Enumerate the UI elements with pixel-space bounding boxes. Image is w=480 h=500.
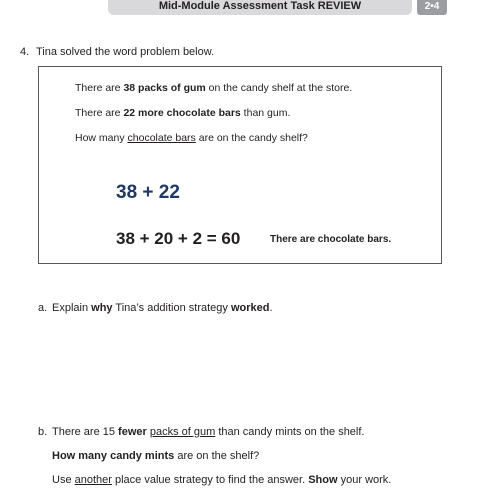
problem-line-1: There are 38 packs of gum on the candy shelf at the store. [75,82,353,94]
part-b-label: b. [38,426,48,438]
answer-note: There are chocolate bars. [270,234,392,245]
equation-1: 38 + 22 [116,182,180,203]
question-intro: Tina solved the word problem below. [36,46,215,58]
part-b-line-2: How many candy mints are on the shelf? [52,450,260,462]
part-b-line-3: Use another place value strategy to find the answer. Show your work. [52,474,392,486]
part-a-label: a. [38,302,48,314]
header-title: Mid-Module Assessment Task REVIEW [158,0,362,12]
lesson-badge: 2•4 [417,0,447,15]
part-b-line-1: b. There are 15 fewer packs of gum than candy mints on the shelf. [38,426,365,438]
problem-line-3: How many chocolate bars are on the candy shelf? [75,132,308,144]
question-number: 4. [20,46,30,58]
equation-2: 38 + 20 + 2 = 60 [116,229,241,248]
part-a-prompt: a. Explain why Tina’s addition strategy worked. [38,302,273,314]
problem-box [38,66,442,264]
problem-line-2: There are 22 more chocolate bars than gum. [75,107,291,119]
header-bar [108,0,412,15]
